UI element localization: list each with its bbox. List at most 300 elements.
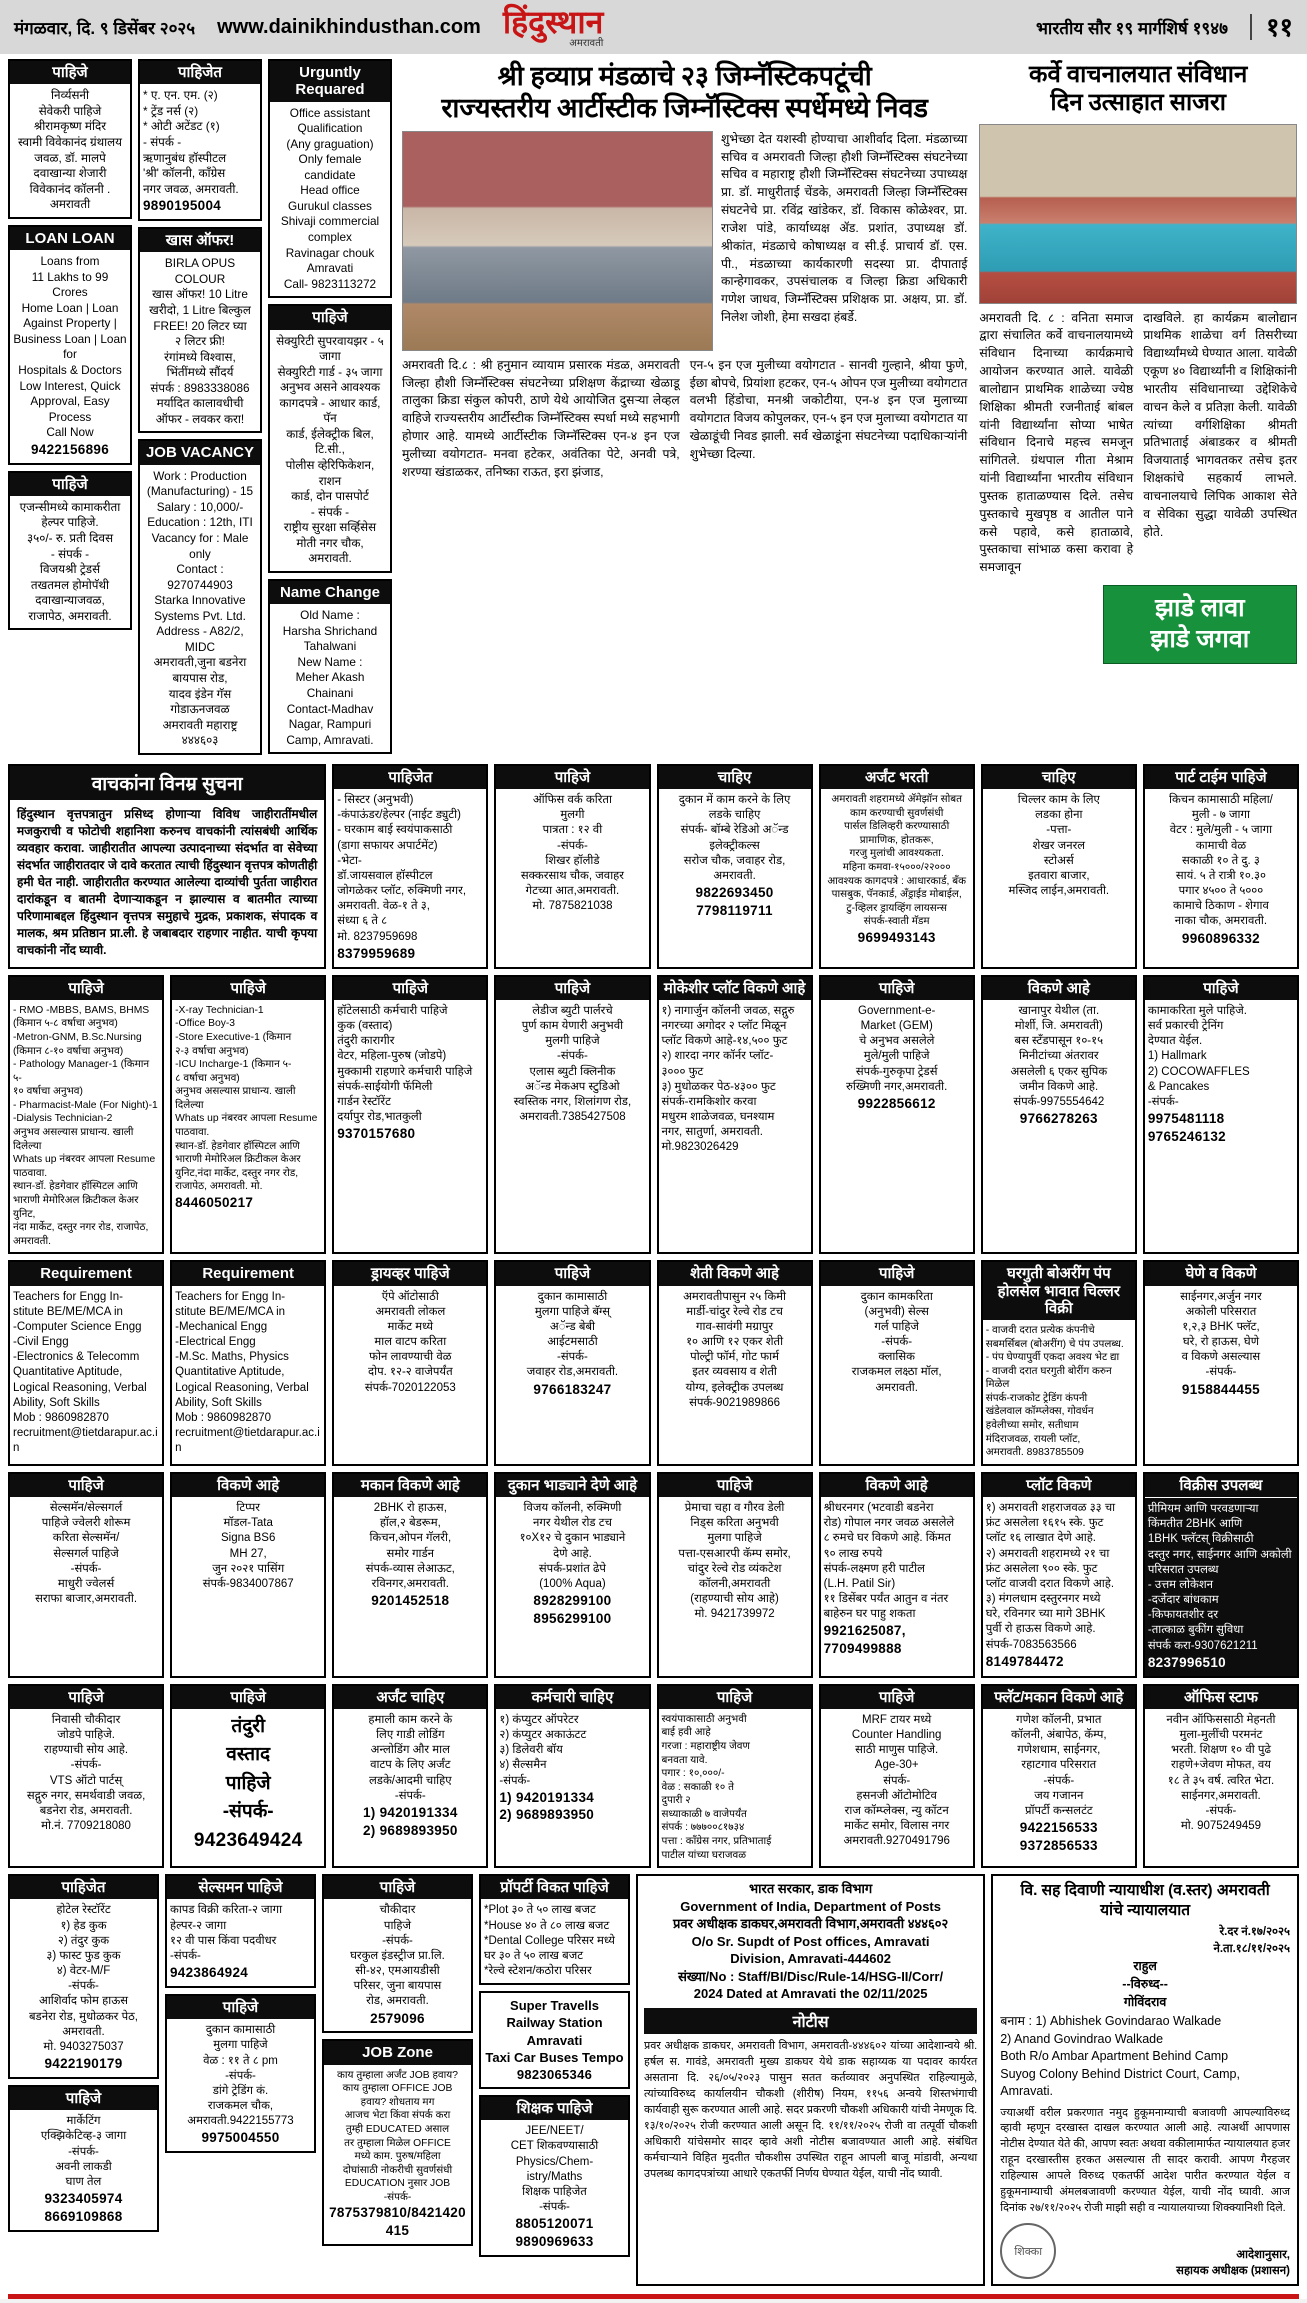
ad-line: देण्यात येईल. (1147, 1035, 1203, 1048)
ad-line: मधुरम शाळेजवळ, घनश्याम (661, 1111, 775, 1124)
ad-line: अमरावती.7385427508 (519, 1111, 626, 1124)
ad-line: - घरकाम बाई स्वयंपाकसाठी (337, 824, 453, 837)
ad-line: रविनगर,अमरावती. (371, 1577, 449, 1590)
ad-box (268, 304, 392, 573)
ad-line: मार्केट मध्ये (387, 1320, 434, 1333)
ad-line: रंगांमध्ये विश्वास, (164, 349, 236, 364)
court-notice (991, 1874, 1299, 2286)
ad-line: दर्यापुर रोड,भातकुली (337, 1111, 422, 1124)
ad-body (983, 789, 1135, 967)
ad-line: & Pancakes (1147, 1080, 1210, 1093)
ad-line: राजकमल लक्ष्ठा मॉल, (851, 1366, 942, 1379)
ad-line: संपर्क-9834007867 (202, 1577, 294, 1590)
ad-line: मुलगी पाहिजे (545, 1035, 600, 1048)
ad-line: काम करण्याची सुवर्णसंधी (849, 807, 944, 819)
ad-line: सेवेकरी पाहिजे (38, 103, 102, 118)
ad-line: शेखर जनरल (1032, 839, 1086, 852)
ad-line: पगार : १०,०००/- (661, 1768, 725, 1780)
ad-line: प्रॉपर्टी कन्सलटंट (1024, 1804, 1093, 1817)
ad-box (1143, 764, 1299, 969)
ad-line: तुम्ही EDUCATED असाल (345, 2124, 450, 2135)
ad-line: -ICU Incharge-1 (किमान ५- (175, 1059, 292, 1071)
ad-box (170, 1684, 326, 1869)
ad-box (8, 1874, 159, 2079)
ad-line: Only female candidate (298, 152, 362, 182)
ad-line: 2) COCOWAFFLES (1147, 1065, 1250, 1078)
ad-line: -Civil Engg (13, 1336, 69, 1349)
ad-box (494, 1684, 650, 1869)
ad-line: विवेकानंद कॉलनी . (29, 181, 111, 196)
list-line: O/o Sr. Supdt of Post offices, Amravati (691, 1933, 930, 1949)
ad-line: प्लॉट विकणे आहे-१४,५०० फुट (661, 1035, 788, 1048)
ad-body (334, 1286, 486, 1464)
ad-line: अमरावतीपासुन २५ किमी (683, 1290, 787, 1303)
ad-line: Starka Innovative (154, 593, 246, 608)
ad-header: अर्जंट चाहिए (334, 1686, 486, 1709)
ad-line: Hospitals & Doctors (18, 362, 122, 377)
ad-line: परिसर, जुना बायपास (353, 1980, 442, 1993)
ad-body (334, 1497, 486, 1676)
ad-line: १) अमरावती शहराजवळ ३३ चा (985, 1502, 1116, 1515)
ad-line: व विकणे असल्यास (1181, 1351, 1261, 1364)
ad-line: राजकमल चौक, (207, 2100, 274, 2113)
ad-line: संपर्क-प्रशांत ढेपे (538, 1562, 606, 1575)
ad-body (172, 1497, 324, 1676)
ad-box (8, 975, 164, 1255)
ad-box (494, 975, 650, 1255)
ad-header: JOB Zone (324, 2041, 471, 2064)
ad-line: Call Now (46, 425, 94, 440)
ad-box (268, 579, 392, 754)
ad-line: (किमान ५-८ वर्षाचा अनुभव) (13, 1018, 118, 1030)
ad-header: पाहिजे (659, 1686, 811, 1709)
plant-trees-slogan (1103, 585, 1297, 664)
ad-line: तखतमल होमोपॅथी (30, 577, 110, 592)
ad-line: - वाजवी दरात घरगुती बोरींग करुन (985, 1365, 1112, 1377)
ad-body (1145, 1286, 1297, 1464)
ad-header: Urguntly Requared (270, 61, 390, 102)
ad-line: Old Name : (300, 608, 360, 623)
ad-line: कुक (वस्ताद) (337, 1020, 393, 1033)
list-line: Suyog Colony Behind District Court, Camp, (1000, 2066, 1240, 2081)
ad-line: रुख्मिणी नगर,अमरावती. (846, 1080, 948, 1093)
ad-line: सर्व प्रकारची ट्रेनिंग (1147, 1020, 1224, 1033)
ad-line: चिल्लर काम के लिए (1017, 794, 1100, 807)
ad-header: विकणे आहे (983, 977, 1135, 1000)
ad-line: पोलीस व्हेरिफिकेशन, राशन (285, 458, 375, 488)
ad-line: 8237996510 (1147, 1654, 1226, 1670)
ad-header: पाहिजे (270, 306, 390, 329)
ad-line: ८ रुमचे घर विकणे आहे. किंमत (823, 1532, 951, 1545)
ad-line: स्थान-डॉ. हेडगेवार हॉस्पिटल आणि (13, 1181, 138, 1193)
ad-body (10, 1899, 157, 2077)
ad-body (496, 1000, 648, 1252)
ad-line: 9158844455 (1181, 1381, 1260, 1397)
ad-line: -Mechanical Engg (175, 1320, 268, 1333)
ad-box (322, 2039, 473, 2246)
ad-header: कर्मचारी चाहिए (496, 1686, 648, 1709)
ad-header: घेणे व विकणे (1145, 1262, 1297, 1285)
ad-line: (राहण्याची सोय आहे) (690, 1593, 779, 1606)
ad-body (10, 250, 130, 463)
ad-header: Requirement (172, 1262, 324, 1285)
ad-line: 2579096 (370, 2010, 425, 2026)
ad-body (1145, 1498, 1297, 1676)
ad-line: डांगे ट्रेडिंग कं. (212, 2084, 269, 2097)
ad-line: हवेलीच्या समोर, सतीधाम (985, 1420, 1079, 1432)
ad-line: निड्स करिता अनुभवी (690, 1517, 779, 1530)
ad-body (140, 252, 260, 431)
ad-line: -संपर्क- (1147, 1095, 1179, 1108)
ad-line: istry/Maths (526, 2170, 583, 2183)
ad-line: 7798119711 (696, 902, 773, 918)
ad-line: -Electronics & Telecomm (13, 1351, 140, 1364)
ad-line: 7875379810/8421420415 (329, 2205, 466, 2239)
ad-line: जोडपे पाहिजे. (57, 1728, 115, 1741)
ad-line: Systems Pvt. Ltd. (154, 608, 246, 623)
ad-line: चौकीदार (379, 1904, 416, 1917)
postal-department-notice (636, 1874, 985, 2286)
ad-header: चाहिए (659, 766, 811, 789)
ad-box (819, 1684, 975, 1869)
ad-line: लेडीज ब्युटी पार्लरचे (532, 1004, 613, 1017)
ad-line: नंदा मार्केट, दस्तुर नगर रोड, राजापेठ, (13, 1222, 149, 1234)
ad-line: काय तुम्हाला अर्जंट JOB हवाय? (336, 2069, 459, 2081)
ad-box (138, 59, 262, 221)
ad-line: Salary : 10,000/- (156, 499, 244, 514)
ad-line: सध्याकाळी ७ वाजेपर्यंत (661, 1808, 747, 1820)
ad-box (8, 1260, 164, 1466)
ad-line: किचन कामासाठी महिला/ (1168, 794, 1273, 807)
ad-line: तंदुरी कारागीर (337, 1035, 395, 1048)
slogan-line2: झाडे जगवा (1150, 625, 1250, 654)
ad-line: - संपर्क - (310, 504, 350, 519)
ad-box (819, 1260, 975, 1466)
ad-line: MH 27, (229, 1547, 267, 1560)
ad-line: रोड) गोपाल नगर जवळ असलेले (823, 1517, 955, 1530)
ad-line: Taxi Car Buses Tempo (485, 2049, 624, 2065)
ad-line: दस्तुर नगर, साईनगर आणि अकोली (1147, 1548, 1292, 1561)
ad-line: -कंपाऊंडर/हेल्पर (नाईट ड्युटी) (337, 809, 461, 822)
ad-body (270, 102, 390, 297)
ad-line: FREE! 20 लिटर घ्या (153, 318, 247, 333)
masthead-date: मंगळवार, दि. ९ डिसेंबर २०२५ (14, 18, 196, 38)
ad-box (332, 1260, 488, 1466)
ad-line: पाटील यांच्या घराजवळ (661, 1849, 747, 1861)
ad-line: पाहिजे ज्वेलरी शोरूम (41, 1517, 131, 1530)
ad-line: -किफायतशीर दर (1147, 1609, 1219, 1622)
ad-line: -दर्जेदार बांधकाम (1147, 1594, 1219, 1607)
ad-line: १२ वी पास किंवा पदवीधर (170, 1934, 277, 1947)
ad-line: मुला-मुलींची परमनंट (1179, 1728, 1263, 1741)
ad-line: - पंप घेण्यापुर्वी एकदा अवश्य भेट द्या (985, 1352, 1120, 1364)
list-line: 2024 Dated at Amravati the 02/11/2025 (693, 1986, 928, 2002)
ad-line: -संपर्क- (881, 1336, 913, 1349)
ads-column-3 (268, 59, 392, 755)
ad-line: मोर्शी, जि. अमरावती) (1014, 1020, 1103, 1033)
ad-line: ऑफर - लवकर करा! (155, 411, 245, 426)
ad-line: बाहेरुन घर पाहु शकता (823, 1608, 916, 1621)
ad-line: पुर्वी रो हाऊस विकणे आहे. (985, 1623, 1096, 1636)
ad-line: राजापेठ, अमरावती. मो. (175, 1181, 263, 1193)
ad-header: JOB VACANCY (140, 441, 260, 464)
ad-line: Ravinagar chouk Amravati (285, 245, 375, 276)
ad-line: दुकान कामासाठी (205, 2024, 276, 2037)
ad-header: पाहिजे (10, 1474, 162, 1497)
ad-line: बडनेरा रोड, मुधोळकर पेठ, (28, 2010, 138, 2023)
ad-body (659, 1497, 811, 1676)
ad-line: अमरावती.9422155773 (187, 2115, 294, 2128)
ad-box (8, 59, 132, 219)
ad-header: चाहिए (983, 766, 1135, 789)
ad-line: प्रेमाचा चहा व गौरव डेली (684, 1502, 785, 1515)
ad-line: Ability, Soft Skills (13, 1396, 100, 1409)
ad-line: हवाय? शोधताय मग (360, 2096, 435, 2108)
ad-line: 9201452518 (371, 1593, 450, 1609)
ad-line: मुलगी (560, 809, 585, 822)
ad-line: मुक्कामी राहणारे कर्मचारी पाहिजे (337, 1065, 473, 1078)
ad-line: -भेटा- (337, 854, 362, 867)
ad-line: मार्केटिंग (66, 2115, 101, 2128)
ad-line: फ्रंट असलेला १६१५ स्के. फुट (985, 1517, 1104, 1530)
ad-line: गरजु मुलांची आवश्यकता. (849, 848, 944, 860)
ad-line: -संपर्क- (222, 1801, 274, 1823)
ad-box (479, 1991, 630, 2089)
ad-box (1143, 1684, 1299, 1869)
ad-header: पाहिजे (10, 1686, 162, 1709)
ad-body (10, 1000, 162, 1252)
ad-line: संपर्क करा-9307621211 (1147, 1639, 1258, 1652)
ad-line: 9921625087, 7709499888 (823, 1623, 906, 1657)
ad-box (165, 1994, 316, 2153)
ad-line: Office assistant (289, 105, 371, 120)
ad-line: 9699493143 (857, 929, 936, 945)
ad-line: अमरावती लोकल (375, 1305, 446, 1318)
ad-line: खास ऑफर! 10 Litre (152, 287, 248, 302)
ad-header: पाहिजे (167, 1996, 314, 2019)
ad-line: ३५०/- रु. प्रती दिवस (26, 530, 114, 545)
ad-line: संपर्क-7083563566 (985, 1638, 1077, 1651)
ad-line: मो. 9075249459 (1180, 1820, 1262, 1833)
ad-box (332, 764, 488, 969)
ad-line: संपर्क- (883, 1774, 911, 1787)
postal-notice-label: नोटीस (644, 2008, 977, 2034)
ad-header: पाहिजे (10, 2087, 157, 2110)
ad-box (332, 1472, 488, 1678)
ad-line: घर ३० ते ५० लाख बजट (484, 1949, 584, 1962)
ad-body (1145, 1000, 1297, 1252)
ad-line: परिसरात उपलब्ध (1147, 1563, 1219, 1576)
ad-line: अमरावती. वेळ-१ ते ३, (337, 900, 430, 913)
ad-line: सबमर्सिबल (बोअरींग) चे पंप उपलब्ध. (985, 1338, 1124, 1350)
ad-line: देणे आहे. (553, 1547, 592, 1560)
ad-body (821, 1497, 973, 1676)
ad-body (481, 1993, 628, 2087)
ad-line: -संपर्क- (539, 2201, 570, 2214)
ad-line: खानापुर येथील (ता. (1018, 1004, 1100, 1017)
ad-line: 9822693450 (695, 885, 774, 901)
ad-line: मिळेल (985, 1379, 1010, 1391)
ad-box (819, 975, 975, 1255)
ad-body (167, 2019, 314, 2151)
ad-line: पाहिजे (225, 1772, 271, 1794)
ad-line: अॅन्ड बेबी (549, 1320, 596, 1333)
ad-line: -संपर्क- (557, 839, 588, 852)
ad-header: सेल्समन पाहिजे (167, 1876, 314, 1899)
ad-line: निर्व्यसनी (50, 88, 90, 103)
ad-box (8, 1684, 164, 1869)
article-body-col2: दाखविले. हा कार्यक्रम बालोद्यान प्राथमिक शाळेचा वर्ग तिसरीच्या विद्यार्थ्यांमध्ये घेण्यात आला. यावेळी एकूण ४० विद्यार्थ्यांनी व शिक्षिकांनी भारतीय संविधानाच्या उद्देशिकेचे वाचन केले व प्रतिज्ञा केली. यावेळी त्यांच्या वर्गशिक्षिका श्रीमती प्रतिभाताई अंबाडकर व श्रीमती विजयाताई भागवतकर तसेच इतर शिक्षकांचे सहकार्य लाभले. वाचनालयाचे लिपिक आकाश सेते व सेविका सुद्धा यावेळी उपस्थित होते. (1143, 310, 1297, 539)
article-headline (402, 61, 967, 125)
headline-line1: कर्वे वाचनालयात संविधान (1029, 62, 1248, 88)
ad-line: -संपर्क- (70, 1562, 102, 1575)
ad-body (983, 1497, 1135, 1676)
ad-line: संध्या ६ ते ८ (337, 915, 388, 928)
ad-header: पाहिजे (496, 1262, 648, 1285)
court-respondents (1000, 2013, 1290, 2101)
ad-header: पाहिजे (496, 977, 648, 1000)
ad-line: -संपर्क- (394, 1789, 426, 1802)
ad-line: * ट्रेंड नर्स (२) (143, 103, 199, 118)
ad-line: घरे, रविनगर च्या मागे 3BHK (985, 1608, 1106, 1621)
ad-line: कापड विक्री करिता-२ जागा (170, 1904, 283, 1917)
article-body-right: शुभेच्छा देत यशस्वी होण्याचा आशीर्वाद दिला. मंडळाच्या सचिव व अमरावती जिल्हा हौशी जिम्नॅस्टिक्स संघटनेच्या सचिव व महाराष्ट्र हौशी जिम्नॅस्टिक्स संघटनेच्या उपाध्यक्ष प्रा. डॉ. माधुरीताई चेंडके, अमरावती जिल्हा जिम्नॅस्टिक्स संघटनेचे प्रा. रविंद्र खांडेकर, डॉ. विकास कोळेश्वर, प्रा. राजेश पांडे, कार्याध्यक्ष ॲड. प्रशांत, उपाध्यक्ष डॉ. श्रीकांत, मंडळाचे कोषाध्यक्ष व सी.ई. प्राचार्य डॉ. एस. पी., मंडळाच्या कार्यकारणी सदस्या प्रा. दीपाताई कान्हेगावकर, उपसंचालक व जिल्हा क्रिडा अधिकारी गणेश जाधव, जिम्नॅस्टिक्स प्रशिक्षक प्रा. अक्षय, प्रा. डॉ. निलेश जोशी, हेमा सखदा हंबर्डे. (720, 131, 968, 324)
ad-line: 1) Hallmark (1147, 1050, 1207, 1063)
ad-line: आवश्यक कागदपत्रे : आधारकार्ड, बँक (827, 875, 967, 887)
ad-line: CET शिकवण्यासाठी (510, 2140, 599, 2153)
ad-header: विक्रीस उपलब्ध (1145, 1474, 1297, 1498)
ad-line: 9890195004 (143, 198, 222, 214)
ad-body (10, 496, 130, 629)
ad-line: ४) सैल्समैन (499, 1759, 547, 1772)
court-footer (1000, 2223, 1290, 2279)
ad-line: Low Interest, Quick (19, 378, 121, 393)
ad-line: वेटर, महिला-पुरुष (जोडपे) (337, 1050, 447, 1063)
ad-line: चांदुर रेल्वे रोड व्यंकटेश (687, 1562, 782, 1575)
ad-line: (डागा सफायर अपार्टमेंट) (337, 839, 438, 852)
ad-line: 9422156533 (1019, 1820, 1098, 1836)
ad-box (981, 1472, 1137, 1678)
ad-line: अमरावती.9270491796 (843, 1835, 950, 1848)
ad-line: Physics/Chem- (515, 2155, 594, 2168)
ad-box (322, 1874, 473, 2033)
ad-line: जवळ, डॉ. मालपे (34, 150, 106, 165)
ad-line: -संपर्क- (383, 2191, 412, 2203)
ad-line: मो.9823026429 (661, 1141, 739, 1154)
ad-line: सकाळी १० ते दु. ३ (1181, 854, 1260, 867)
ad-header: Name Change (270, 581, 390, 604)
ad-line: -पत्ता- (1046, 824, 1072, 837)
ad-box (981, 764, 1137, 969)
ad-line: किचन,ओपन गॅलरी, (369, 1532, 452, 1545)
logo-text: हिंदुस्थान (502, 3, 604, 40)
ad-header: पाहिजे (496, 766, 648, 789)
bottom-column-3 (322, 1874, 473, 2286)
ad-header: पाहिजे (821, 1686, 973, 1709)
ad-line: सी-४२, एमआयडीसी (355, 1965, 440, 1978)
ad-body (659, 789, 811, 967)
ad-body (10, 84, 130, 217)
reader-notice-body: हिंदुस्थान वृत्तपत्रातुन प्रसिध्द होणाऱ्या विविध जाहीरातींमधील मजकुराची व फोटोची शहानिशा करुनच वाचकांनी त्यांसबंधी आर्थिक व्यवहार करावा. जाहीरातीत आपल्या उत्पादनाच्या संदर्भात वा सेवेच्या संदर्भात जाहीरातदार जे दावे करतात त्याची हिंदुस्थान वृत्तपत्र कोणतीही हमी घेत नाही. जाहीरातीत करण्यात आलेल्या दाव्यांची पुर्तता जाहीरात दारांकडून व बातमी देणाऱ्याकडून न झाल्यास व बातमीत त्याच्या परिणामाबद्दल हिंदुस्थान वृत्तपत्र समुहाचे मुद्रक, प्रकाशक, संपादक व मालक, श्रम प्रतिष्ठान प्रा.ली. हे जबाबदार राहणार नाहीत. याची कृपया वाचकांनी नोंद घ्यावी. (17, 806, 318, 958)
ad-line: कामाचे ठिकाण - शेगाव (1173, 900, 1269, 913)
ad-box (657, 764, 813, 969)
ad-line: (Manufacturing) - 15 (146, 484, 254, 499)
ad-body (334, 789, 486, 967)
ad-line: - Pharmacist-Male (For Night)-1 (13, 1099, 158, 1111)
ad-line: अमरावती. (13, 1235, 52, 1247)
ad-body (983, 1320, 1135, 1464)
ad-line: कामाकरिता मुले पाहिजे. (1147, 1004, 1247, 1017)
ad-line: recruitment@tietdarapur.ac.in (175, 1427, 320, 1455)
article-constitution-day (977, 59, 1299, 755)
ad-line: पार्सल डिलिव्हरी करण्यासाठी (844, 821, 950, 833)
masthead-solar-date: भारतीय सौर १९ मार्गशिर्ष १९४७ (1035, 18, 1228, 38)
ad-body (659, 1709, 811, 1866)
ad-box (170, 975, 326, 1255)
ad-line: वेळ : सकाळी १० ते (661, 1781, 734, 1793)
ad-line: साईनगर,अर्जुन नगर (1180, 1290, 1262, 1303)
ad-line: २) कंप्युटर अकाऊंटट (499, 1728, 587, 1741)
ad-line: शिखर हॉलीडे (545, 854, 600, 867)
ad-line: अनुभव असल्यास प्राधान्य. खाली दिलेल्या (175, 1086, 296, 1111)
ad-line: समोर गार्डन (386, 1547, 435, 1560)
ad-line: लडके चाहिए (708, 809, 761, 822)
ad-line: दवाखान्याजवळ, (35, 593, 105, 608)
ad-body (270, 330, 390, 571)
ad-line: *Dental College परिसर मध्ये (484, 1934, 615, 1947)
ad-line: -Electrical Engg (175, 1336, 256, 1349)
ad-line: ३००० फुट (661, 1065, 704, 1078)
ad-line: घरे, रो हाऊस, घेणे (1182, 1336, 1260, 1349)
ad-line: 9372856533 (1019, 1837, 1098, 1853)
ad-body (496, 1286, 648, 1464)
ad-line: राहण्याची सोय आहे. (44, 1744, 129, 1757)
ad-line: कॉलनी,अमरावती (698, 1577, 771, 1590)
ad-line: MRF टायर मध्ये (862, 1713, 932, 1726)
ad-line: Qualification (297, 121, 363, 136)
ad-line: Contact : 9270744903 (167, 562, 233, 592)
ad-line: खरीदो, 1 Litre बिल्कुल (149, 302, 251, 317)
ad-header: पाहिजे (10, 977, 162, 1000)
list-line: संख्या/No : Staff/BI/Disc/Rule-14/HSG-II/Corr/ (678, 1968, 944, 1984)
ad-line: १) हेड कुक (60, 1919, 107, 1932)
list-line: Both R/o Ambar Apartment Behind Camp (1000, 2049, 1229, 2064)
ad-line: अनुभव असल्यास प्राधान्य. खाली दिलेल्या (13, 1127, 134, 1152)
ad-line: ८ वर्षाचा अनुभव) (175, 1072, 240, 1084)
ad-line: असलेली ६ एकर सुपिक (1010, 1065, 1108, 1078)
ad-header: पाहिजे (821, 1262, 973, 1285)
bottom-column-4 (479, 1874, 630, 2286)
ad-line: किंमतीत 2BHK आणि (1147, 1518, 1243, 1531)
ad-header: मोकेशीर प्लॉट विकणे आहे (659, 977, 811, 1000)
ad-line: 9765246132 (1147, 1128, 1226, 1144)
ad-body (821, 789, 973, 967)
ad-line: -Store Executive-1 (किमान (175, 1032, 292, 1043)
ad-line: गर्ल पाहिजे (874, 1320, 919, 1333)
ad-line: गाव-सावंगी मग्रापुर (696, 1320, 774, 1333)
ad-box (819, 764, 975, 969)
ad-header: पाहिजे (659, 1474, 811, 1497)
ad-line: श्रीरामकृष्ण मंदिर (33, 119, 107, 134)
ad-line: अमरावती. (713, 869, 756, 882)
page-number: ११ (1250, 14, 1293, 40)
ad-line: सरोज चौक, जवाहर रोड, (683, 854, 786, 867)
ad-line: पत्ता : काँग्रेस नगर, प्रतिभाताई (661, 1836, 772, 1848)
ad-line: माल वाटप करिता (374, 1336, 447, 1349)
list-line: Government of India, Department of Posts (680, 1898, 941, 1914)
ad-line: प्रीमियम आणि परवडणाऱ्या (1147, 1503, 1259, 1516)
ad-line: ऑफिस वर्क करिता (532, 794, 612, 807)
